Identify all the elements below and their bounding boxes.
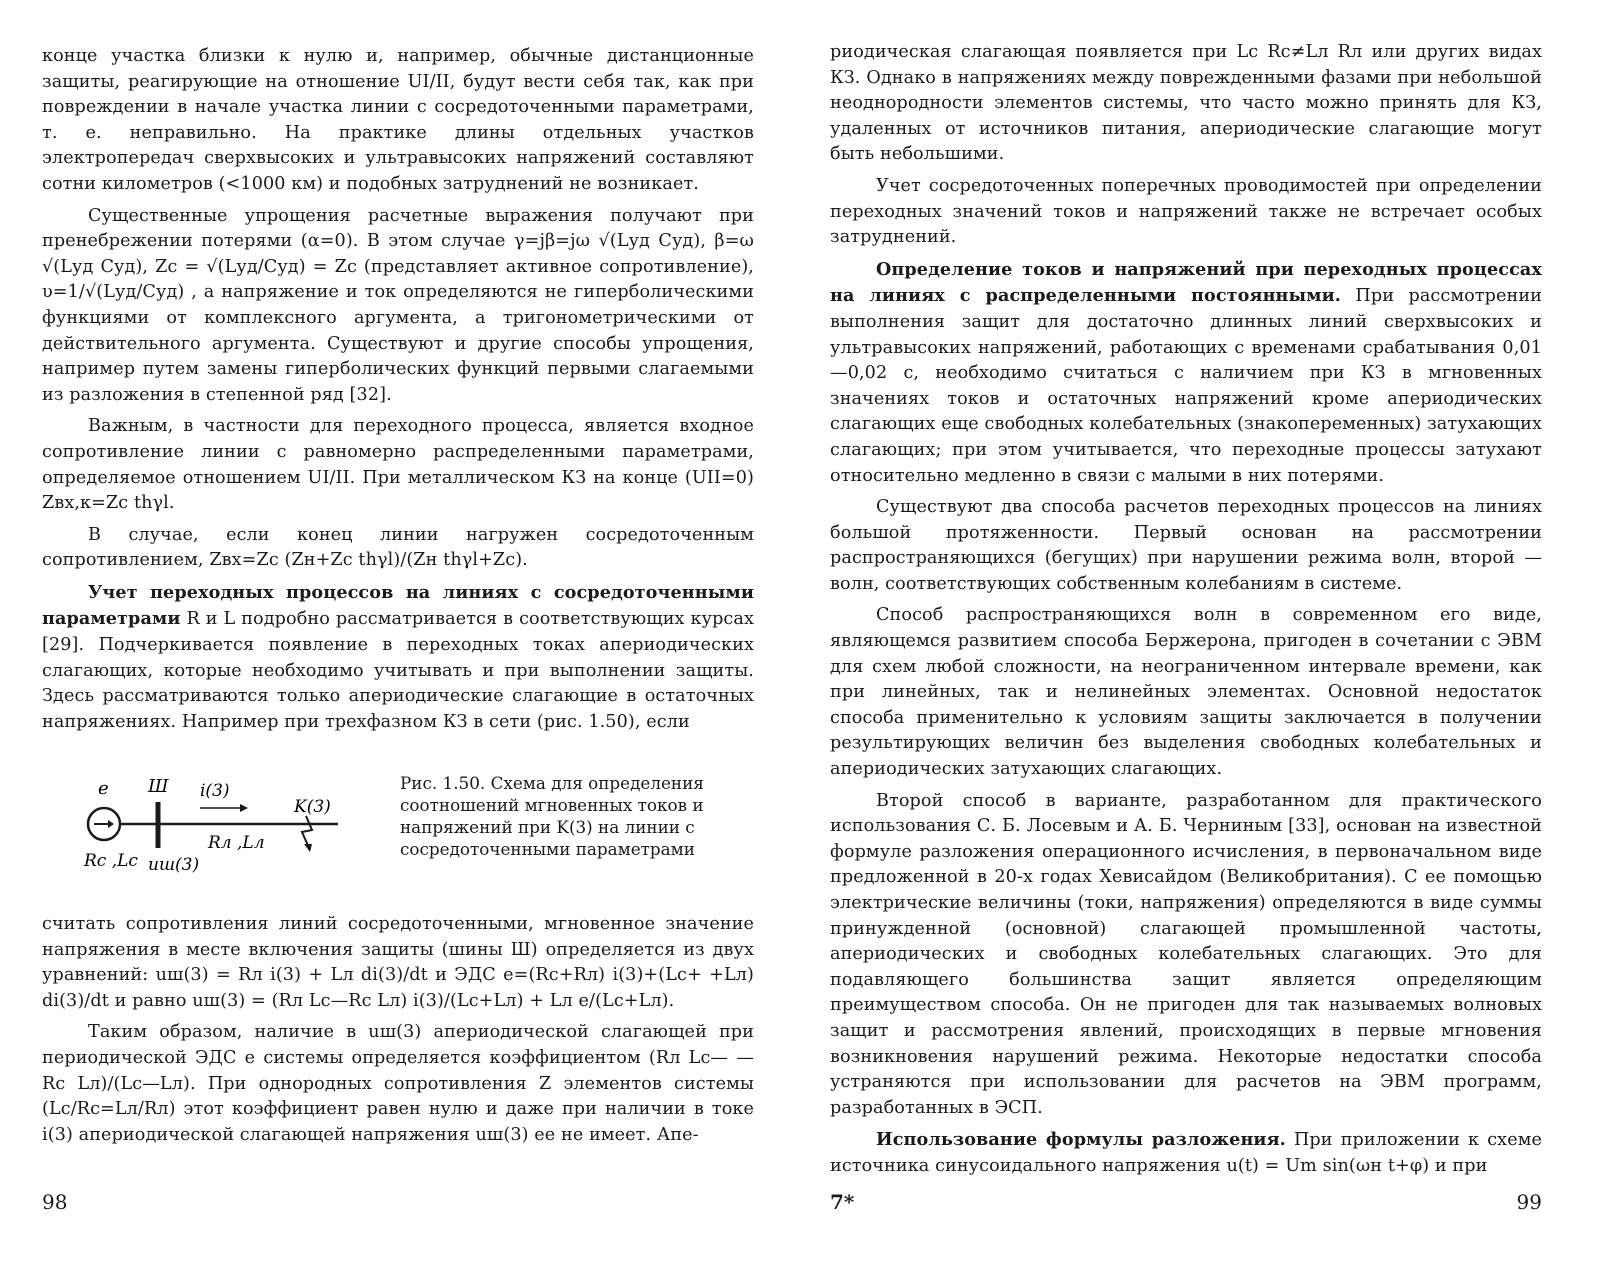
right-text bbox=[830, 40, 1542, 1180]
source-arrowhead bbox=[108, 820, 114, 828]
paragraph-bold-lead bbox=[830, 257, 1542, 489]
paragraph: Существенные упрощения расчетные выражения получают при пренебрежении потерями (α=0). В этом случае γ=jβ=jω √(Lуд Cуд), β=ω √(Lуд Cуд), Zc = √(Lуд/Cуд) = Zc (представляет активное сопротивление), υ=1/√(Lуд/Cуд) , а напряжение и ток определяются не гиперболическими функциями от комплексного аргумента, а тригонометрическими от действительного аргумента. Существуют и другие способы упрощения, например путем замены гиперболических функций первыми слагаемыми из разложения в степенной ряд [32]. bbox=[42, 205, 754, 405]
label-current: i(3) bbox=[200, 781, 230, 801]
section-lead: Использование формулы разложения. bbox=[876, 1129, 1286, 1151]
left-text-top bbox=[42, 44, 754, 735]
label-bus-voltage: uш(3) bbox=[148, 855, 200, 875]
figure-caption: Рис. 1.50. Схема для определения соотношений мгновенных токов и напряжений при K(3) на линии с сосредоточенными параметрами bbox=[400, 773, 704, 859]
signature-mark: 7* bbox=[830, 1190, 855, 1214]
paragraph-bold-lead bbox=[830, 1127, 1542, 1179]
paragraph: Важным, в частности для переходного процесса, является входное сопротивление линии с равномерно распределенными параметрами, определяемое отношением UΙ/IΙ. При металлическом КЗ на конце (UΙΙ=0) Zвх,к=Zc thγl. bbox=[42, 416, 754, 514]
paragraph: В случае, если конец линии нагружен сосредоточенным сопротивлением, Zвх=Zc (Zн+Zc thγl)/(Zн thγl+Zc). bbox=[42, 524, 754, 571]
section-lead: Учет переходных процессов на линиях с сосредоточенными параметрами bbox=[42, 581, 754, 630]
paragraph: Учет сосредоточенных поперечных проводимостей при определении переходных значений токов и напряжений также не встречает особых затруднений. bbox=[830, 175, 1542, 248]
label-line-params: Rл ,Lл bbox=[208, 833, 265, 853]
paragraph: конце участка близки к нулю и, например, обычные дистанционные защиты, реагирующие на отношение UΙ/IΙ, будут вести себя так, как при повреждении в начале участка линии с сосредоточенными параметрами, т. е. неправильно. На практике длины отдельных участков электропередач сверхвысоких и ультравысоких напряжений составляют сотни километров (<1000 км) и подобных затруднений не возникает. bbox=[42, 46, 754, 194]
left-page bbox=[42, 0, 754, 1273]
paragraph: считать сопротивления линий сосредоточенными, мгновенное значение напряжения в месте включения защиты (шины Ш) определяется из двух уравнений: uш(3) = Rл i(3) + Lл di(3)/dt и ЭДС e=(Rc+Rл) i(3)+(Lc+ +Lл) di(3)/dt и равно uш(3) = (Rл Lc—Rc Lл) i(3)/(Lc+Lл) + Lл e/(Lc+Lл). bbox=[42, 914, 754, 1011]
label-source-params: Rc ,Lc bbox=[84, 851, 138, 871]
figure-1-50 bbox=[42, 772, 754, 892]
paragraph: Таким образом, наличие в uш(3) апериодической слагающей при периодической ЭДС e системы определяется коэффициентом (Rл Lc— —Rc Lл)/(Lc—Lл). При однородных сопротивления Z элементов системы (Lc/Rc=Lл/Rл) этот коэффициент равен нулю и даже при наличии в токе i(3) апериодической слагающей напряжения uш(3) ее не имеет. Апе- bbox=[42, 1022, 754, 1145]
right-page bbox=[830, 0, 1542, 1273]
paragraph: Второй способ в варианте, разработанном для практического использования С. Б. Лосевым и А. Б. Черниным [33], основан на известной формуле разложения операционного исчисления, в первоначальном виде предложенной в 20-х годах Хевисайдом (Великобритания). С ее помощью электрические величины (токи, напряжения) определяются в виде суммы принужденной (основной) слагающей промышленной частоты, апериодических и свободных колебательных слагающих. Это для подавляющего большинства защит является определяющим преимуществом способа. Он не пригоден для так называемых волновых защит и рассмотрения явлений, происходящих в первые мгновения возникновения нарушений режима. Некоторые недостатки способа устраняются при использовании для расчетов на ЭВМ программ, разработанных в ЭСП. bbox=[830, 790, 1542, 1118]
paragraph-bold-lead bbox=[42, 580, 754, 736]
section-lead: Определение токов и напряжений при переходных процессах на линиях с распределенными постоянными. bbox=[830, 258, 1542, 307]
paragraph-text: При рассмотрении выполнения защит для достаточно длинных линий сверхвысоких и ультравысоких напряжений, работающих с временами срабатывания 0,01—0,02 с, необходимо считаться с наличием при КЗ в мгновенных значениях токов и остаточных напряжений кроме апериодических слагающих еще свободных колебательных (знакопеременных) затухающих слагающих; при этом учитывается, что переходные процессы затухают относительно медленно в связи с малыми в них потерями. bbox=[830, 286, 1542, 486]
paragraph: риодическая слагающая появляется при Lc Rc≠Lл Rл или других видах КЗ. Однако в напряжениях между поврежденными фазами при небольшой неоднородности элементов системы, что часто можно принять для КЗ, удаленных от источников питания, апериодические слагающие могут быть небольшими. bbox=[830, 42, 1542, 165]
label-e: e bbox=[98, 778, 109, 799]
paragraph: Существуют два способа расчетов переходных процессов на линиях большой протяженности. Первый основан на рассмотрении распространяющихся (бегущих) при нарушении режима волн, второй — волн, соответствующих собственным колебаниям в системе. bbox=[830, 497, 1542, 594]
page-number: 99 bbox=[1516, 1190, 1542, 1214]
label-bus: Ш bbox=[148, 776, 169, 797]
paragraph-text: R и L подробно рассматривается в соответствующих курсах [29]. Подчеркивается появление в переходных токах апериодических слагающих, которые необходимо учитывать и при выполнении защиты. Здесь рассматриваются только апериодические слагающие в остаточных напряжениях. Например при трехфазном КЗ в сети (рис. 1.50), если bbox=[42, 609, 754, 732]
circuit-diagram bbox=[82, 772, 382, 892]
paragraph-text: При приложении к схеме источника синусоидального напряжения u(t) = Um sin(ωн t+φ) и при bbox=[830, 1130, 1543, 1176]
page-number: 98 bbox=[42, 1190, 68, 1214]
current-arrowhead bbox=[240, 804, 248, 812]
left-text-bottom bbox=[42, 912, 754, 1148]
fault-arrowhead bbox=[304, 844, 312, 852]
label-fault: K(3) bbox=[294, 797, 331, 817]
paragraph: Способ распространяющихся волн в современном его виде, являющемся развитием способа Бержерона, пригоден в сочетании с ЭВМ для схем любой сложности, на неограниченном интервале времени, как при линейных, так и нелинейных элементах. Основной недостаток способа применительно к условиям защиты заключается в получении результирующих величин без выделения свободных колебательных и апериодических затухающих слагающих. bbox=[830, 605, 1542, 780]
